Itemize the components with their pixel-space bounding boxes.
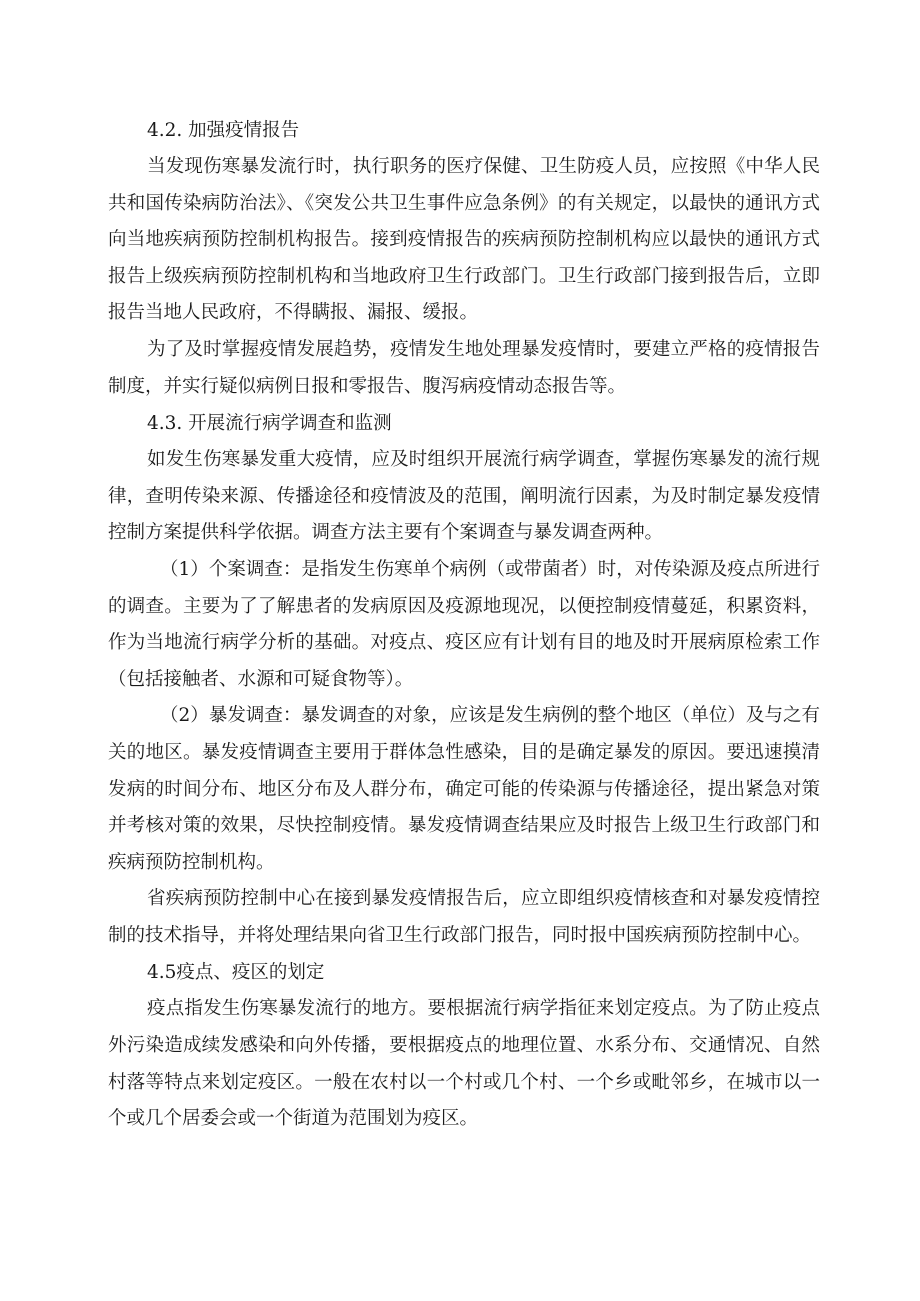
section-4-3-outbreak-investigation: （2）暴发调查：暴发调查的对象，应该是发生病例的整个地区（单位）及与之有关的地区。暴发疫情调查主要用于群体急性感染，目的是确定暴发的原因。要迅速摸清发病的时间分布、地区分布及人群分布，确定可能的传染源与传播途径，提出紧急对策并考核对策的效果，尽快控制疫情。暴发疫情调查结果应及时报告上级卫生行政部门和疾病预防控制机构。	[108, 705, 820, 873]
section-4-5-heading: 4.5疫点、疫区的划定	[147, 962, 325, 984]
document-page	[108, 112, 820, 1138]
section-4-3-closing: 省疾病预防控制中心在接到暴发疫情报告后，应立即组织疫情核查和对暴发疫情控制的技术指导，并将处理结果向省卫生行政部门报告，同时报中国疾病预防控制中心。	[108, 888, 820, 946]
section-4-2-heading: 4.2. 加强疫情报告	[147, 120, 300, 141]
section-4-3-heading: 4.3. 开展流行病学调查和监测	[147, 413, 392, 435]
section-4-5-paragraph: 疫点指发生伤寒暴发流行的地方。要根据流行病学指征来划定疫点。为了防止疫点外污染造成续发感染和向外传播，要根据疫点的地理位置、水系分布、交通情况、自然村落等特点来划定疫区。一般在农村以一个村或几个村、一个乡或毗邻乡，在城市以一个或几个居委会或一个街道为范围划为疫区。	[108, 998, 820, 1130]
section-4-3-case-investigation: （1）个案调查：是指发生伤寒单个病例（或带菌者）时，对传染源及疫点所进行的调查。主要为了了解患者的发病原因及疫源地现况，以便控制疫情蔓延，积累资料，作为当地流行病学分析的基础。对疫点、疫区应有计划有目的地及时开展病原检索工作（包括接触者、水源和可疑食物等）。	[108, 558, 820, 690]
section-4-2-paragraph-2: 为了及时掌握疫情发展趋势，疫情发生地处理暴发疫情时，要建立严格的疫情报告制度，并实行疑似病例日报和零报告、腹泻病疫情动态报告等。	[108, 338, 820, 397]
section-4-3-intro: 如发生伤寒暴发重大疫情，应及时组织开展流行病学调查，掌握伤寒暴发的流行规律，查明传染来源、传播途径和疫情波及的范围，阐明流行因素，为及时制定暴发疫情控制方案提供科学依据。调查方法主要有个案调查与暴发调查两种。	[108, 449, 820, 544]
section-4-2-paragraph-1: 当发现伤寒暴发流行时，执行职务的医疗保健、卫生防疫人员，应按照《中华人民共和国传染病防治法》、《突发公共卫生事件应急条例》的有关规定，以最快的通讯方式向当地疾病预防控制机构报告。接到疫情报告的疾病预防控制机构应以最快的通讯方式报告上级疾病预防控制机构和当地政府卫生行政部门。卫生行政部门接到报告后，立即报告当地人民政府，不得瞒报、漏报、缓报。	[108, 156, 820, 324]
